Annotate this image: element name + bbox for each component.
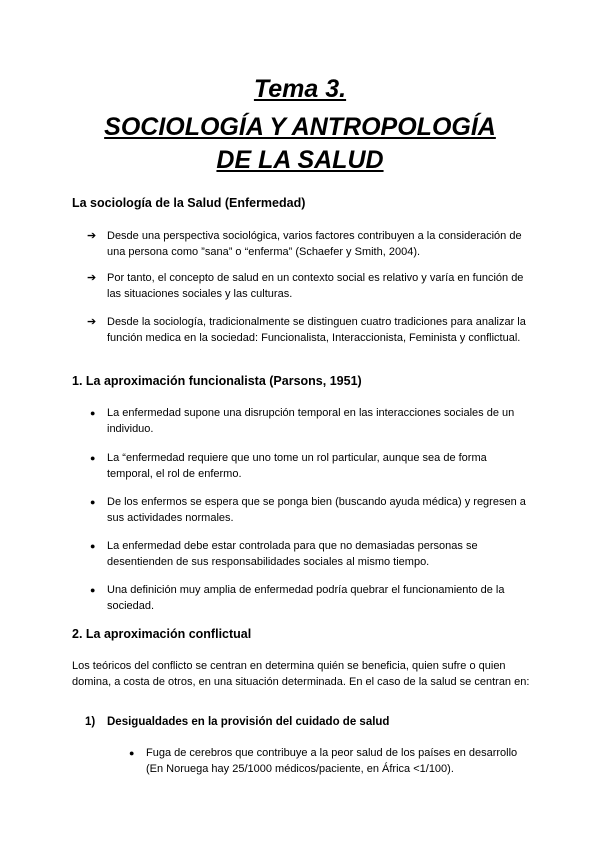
- bullet-icon: ●: [90, 453, 96, 463]
- list-item-text: Desde una perspectiva sociológica, varios factores contribuyen a la consideración de una persona como ”sana” o “enferma” (Schaefer y Smith, 2004).: [107, 230, 522, 258]
- list-item: [90, 405, 532, 437]
- list-item: [129, 745, 532, 777]
- list-item-text: La enfermedad debe estar controlada para que no demasiadas personas se desentienden de sus responsabilidades sociales al mismo tiempo.: [107, 540, 478, 568]
- bullet-icon: ●: [90, 585, 96, 595]
- section-heading-functionalist: 1. La aproximación funcionalista (Parsons, 1951): [72, 374, 362, 388]
- list-item-text: De los enfermos se espera que se ponga bien (buscando ayuda médica) y regresen a sus actividades normales.: [107, 496, 526, 524]
- arrow-icon: ➔: [87, 230, 97, 242]
- list-item-text: La “enfermedad requiere que uno tome un rol particular, aunque sea de forma temporal, el rol de enfermo.: [107, 452, 487, 480]
- list-item: [90, 494, 532, 526]
- list-item: [90, 538, 532, 570]
- list-item: [87, 314, 532, 346]
- document-title-line-2: SOCIOLOGÍA Y ANTROPOLOGÍA: [104, 113, 496, 141]
- numbered-item-label: Desigualdades en la provisión del cuidado de salud: [107, 716, 390, 728]
- section-paragraph: Los teóricos del conflicto se centran en determina quién se beneficia, quien sufre o quien domina, a costa de otros, en una situación determinada. En el caso de la salud se centran en:: [72, 660, 530, 688]
- list-item: [90, 582, 532, 614]
- document-title-line-1: Tema 3.: [253, 75, 347, 103]
- bullet-icon: ●: [90, 408, 96, 418]
- bullet-icon: ●: [90, 497, 96, 507]
- list-item: [90, 450, 532, 482]
- arrow-icon: ➔: [87, 316, 97, 328]
- bullet-icon: ●: [129, 748, 135, 758]
- list-item: [87, 228, 532, 260]
- section-heading-conflict: 2. La aproximación conflictual: [72, 627, 252, 641]
- list-item-text: Desde la sociología, tradicionalmente se distinguen cuatro tradiciones para analizar la función medica en la sociedad: Funcionalista, Interaccionista, Feminista y conflictual.: [107, 316, 526, 344]
- bullet-icon: ●: [90, 541, 96, 551]
- list-item-text: Fuga de cerebros que contribuye a la peor salud de los países en desarrollo (En Noruega hay 25/1000 médicos/paciente, en África <1/100).: [146, 747, 518, 775]
- list-item: [87, 270, 532, 302]
- arrow-icon: ➔: [87, 272, 97, 284]
- document-title-line-3: DE LA SALUD: [216, 146, 384, 174]
- list-item-text: Por tanto, el concepto de salud en un contexto social es relativo y varía en función de las situaciones sociales y las culturas.: [107, 272, 524, 300]
- list-item-text: La enfermedad supone una disrupción temporal en las interacciones sociales de un individuo.: [107, 407, 515, 435]
- numbered-item-number: 1): [85, 716, 96, 728]
- numbered-item: [85, 716, 389, 728]
- list-item-text: Una definición muy amplia de enfermedad podría quebrar el funcionamiento de la sociedad.: [107, 584, 505, 612]
- section-heading-intro: La sociología de la Salud (Enfermedad): [72, 196, 306, 210]
